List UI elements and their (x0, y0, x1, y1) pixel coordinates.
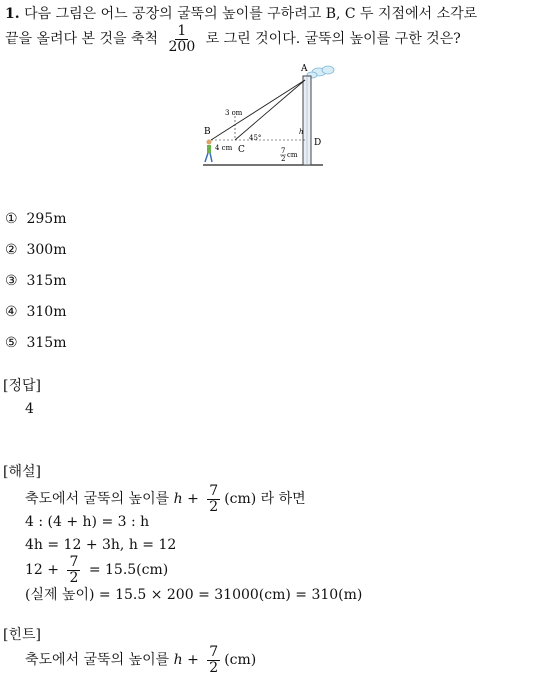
label-angle: 45° (249, 134, 262, 142)
solution-line-1 (25, 484, 306, 514)
scale-numerator: 1 (177, 23, 187, 39)
choice-5[interactable] (5, 335, 66, 351)
svg-text:2: 2 (281, 155, 286, 163)
scale-denominator: 200 (168, 38, 196, 55)
solution-l4-after: = 15.5(cm) (88, 562, 169, 579)
svg-text:7: 7 (281, 147, 286, 155)
solution-l4-den: 2 (69, 569, 79, 586)
label-seven-halves (280, 147, 298, 163)
hint-text: 축도에서 굴뚝의 높이를 (25, 652, 170, 669)
label-c: C (238, 145, 245, 155)
label-h: h (299, 128, 304, 136)
label-3cm: 3 cm (225, 109, 243, 117)
choice-1[interactable] (5, 211, 66, 227)
hint-num: 7 (209, 644, 219, 660)
solution-line-3: 4h = 12 + 3h, h = 12 (25, 537, 177, 553)
choice-2-mark: ② (5, 242, 18, 258)
hint-den: 2 (209, 659, 219, 676)
choice-4[interactable] (5, 304, 66, 320)
hint-fraction (207, 645, 220, 675)
chimney-figure (195, 60, 345, 170)
solution-l1-plus: + (187, 491, 199, 508)
question-line-2 (5, 24, 461, 54)
answer-value: 4 (25, 401, 34, 417)
choice-3-text: 315m (26, 273, 67, 289)
solution-l1-num: 7 (209, 483, 219, 499)
label-4cm: 4 cm (215, 144, 233, 152)
solution-line-2: 4 : (4 + h) = 3 : h (25, 514, 150, 530)
hint-plus: + (187, 652, 199, 669)
solution-l1-after: (cm) 라 하면 (224, 491, 306, 508)
label-a: A (301, 64, 308, 74)
choice-1-text: 295m (26, 211, 67, 227)
hint-line (25, 645, 256, 675)
person-icon (205, 140, 212, 163)
choice-3[interactable] (5, 273, 66, 289)
hint-after: (cm) (224, 652, 257, 669)
question-text-2b: 로 그린 것이다. 굴뚝의 높이를 구한 것은? (205, 31, 461, 48)
question-line-1 (5, 3, 477, 23)
question-number: 1. (5, 6, 20, 22)
solution-l1-den: 2 (209, 498, 219, 515)
sight-line-c (235, 80, 305, 140)
solution-l1-text: 축도에서 굴뚝의 높이를 (25, 491, 170, 508)
solution-line-4 (25, 555, 168, 585)
choice-2[interactable] (5, 242, 66, 258)
choice-2-text: 300m (26, 242, 67, 258)
label-b: B (204, 127, 211, 137)
choice-4-text: 310m (26, 304, 67, 320)
choice-3-mark: ③ (5, 273, 18, 289)
question-text-2a: 끝을 올려다 본 것을 축척 (5, 31, 159, 48)
choice-5-text: 315m (26, 335, 67, 351)
choice-5-mark: ⑤ (5, 335, 18, 351)
solution-l1-fraction (207, 484, 220, 514)
choice-4-mark: ④ (5, 304, 18, 320)
choice-1-mark: ① (5, 211, 18, 227)
solution-header: [해설] (3, 464, 41, 480)
scale-fraction (167, 24, 198, 54)
label-d: D (314, 138, 322, 148)
solution-l4-num: 7 (69, 554, 79, 570)
solution-l1-var: h (173, 491, 183, 508)
solution-line-5: (실제 높이) = 15.5 × 200 = 31000(cm) = 310(m) (25, 587, 363, 603)
hint-header: [힌트] (3, 627, 41, 643)
solution-l4-fraction (67, 555, 80, 585)
solution-l4-before: 12 + (25, 562, 59, 579)
svg-text:cm: cm (287, 151, 298, 159)
hint-var: h (173, 652, 183, 669)
question-text-1: 다음 그림은 어느 공장의 굴뚝의 높이를 구하려고 B, C 두 지점에서 소각로 (24, 6, 478, 22)
answer-header: [정답] (3, 378, 41, 394)
